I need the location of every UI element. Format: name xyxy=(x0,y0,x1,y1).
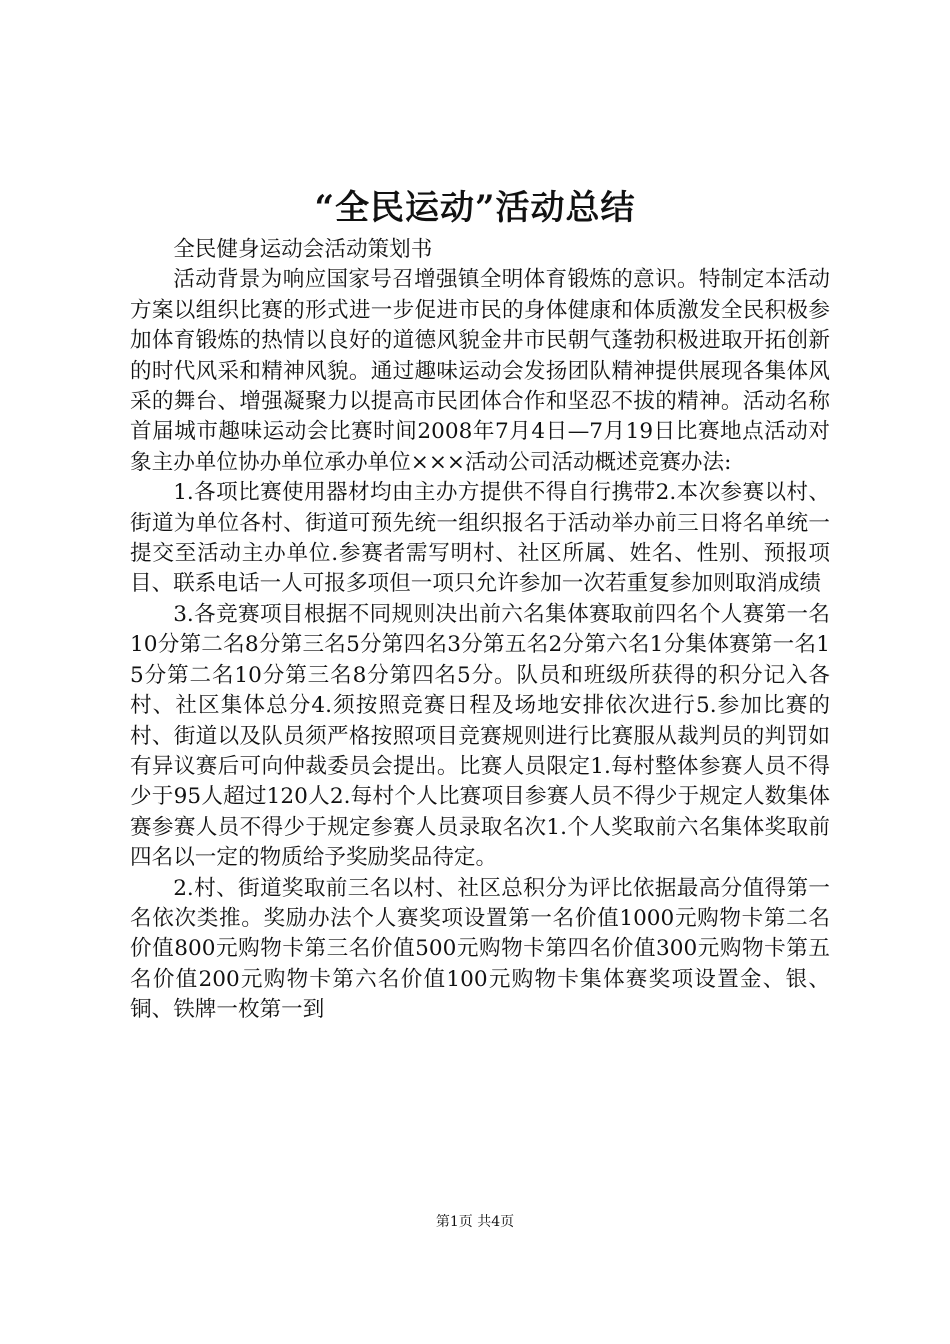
paragraph-awards-2: 2.村、街道奖取前三名以村、社区总积分为评比依据最高分值得第一名依次类推。奖励办法个人赛奖项设置第一名价值1000元购物卡第二名价值800元购物卡第三名价值500元购物卡第四名价值300元购物卡第五名价值200元购物卡第六名价值100元购物卡集体赛奖项设置金、银、铜、铁牌一枚第一到 xyxy=(130,875,830,1023)
document-title: “全民运动”活动总结 xyxy=(314,188,636,228)
paragraph-subtitle: 全民健身运动会活动策划书 xyxy=(173,237,433,262)
page-footer: 第1页 共4页 xyxy=(435,1214,515,1230)
paragraph-rules-3: 3.各竞赛项目根据不同规则决出前六名集体赛取前四名个人赛第一名10分第二名8分第三名5分第四名3分第五名2分第六名1分集体赛第一名15分第二名10分第三名8分第四名5分。队员和班级所获得的积分记入各村、社区集体总分4.须按照竞赛日程及场地安排依次进行5.参加比赛的村、街道以及队员须严格按照项目竞赛规则进行比赛服从裁判员的判罚如有异议赛后可向仲裁委员会提出。比赛人员限定1.每村整体参赛人员不得少于95人超过120人2.每村个人比赛项目参赛人员不得少于规定人数集体赛参赛人员不得少于规定参赛人员录取名次1.个人奖取前六名集体奖取前四名以一定的物质给予奖励奖品待定。 xyxy=(130,601,830,871)
paragraph-rules-1: 1.各项比赛使用器材均由主办方提供不得自行携带2.本次参赛以村、街道为单位各村、街道可预先统一组织报名于活动举办前三日将名单统一提交至活动主办单位.参赛者需写明村、社区所属、姓名、性别、预报项目、联系电话一人可报多项但一项只允许参加一次若重复参加则取消成绩 xyxy=(130,480,830,597)
document-body xyxy=(130,235,830,1026)
paragraph-background: 活动背景为响应国家号召增强镇全明体育锻炼的意识。特制定本活动方案以组织比赛的形式进一步促进市民的身体健康和体质激发全民积极参加体育锻炼的热情以良好的道德风貌金井市民朝气蓬勃积极进取开拓创新的时代风采和精神风貌。通过趣味运动会发扬团队精神提供展现各集体风采的舞台、增强凝聚力以提高市民团体合作和坚忍不拔的精神。活动名称首届城市趣味运动会比赛时间2008年7月4日—7月19日比赛地点活动对象主办单位协办单位承办单位×××活动公司活动概述竞赛办法: xyxy=(130,267,830,475)
